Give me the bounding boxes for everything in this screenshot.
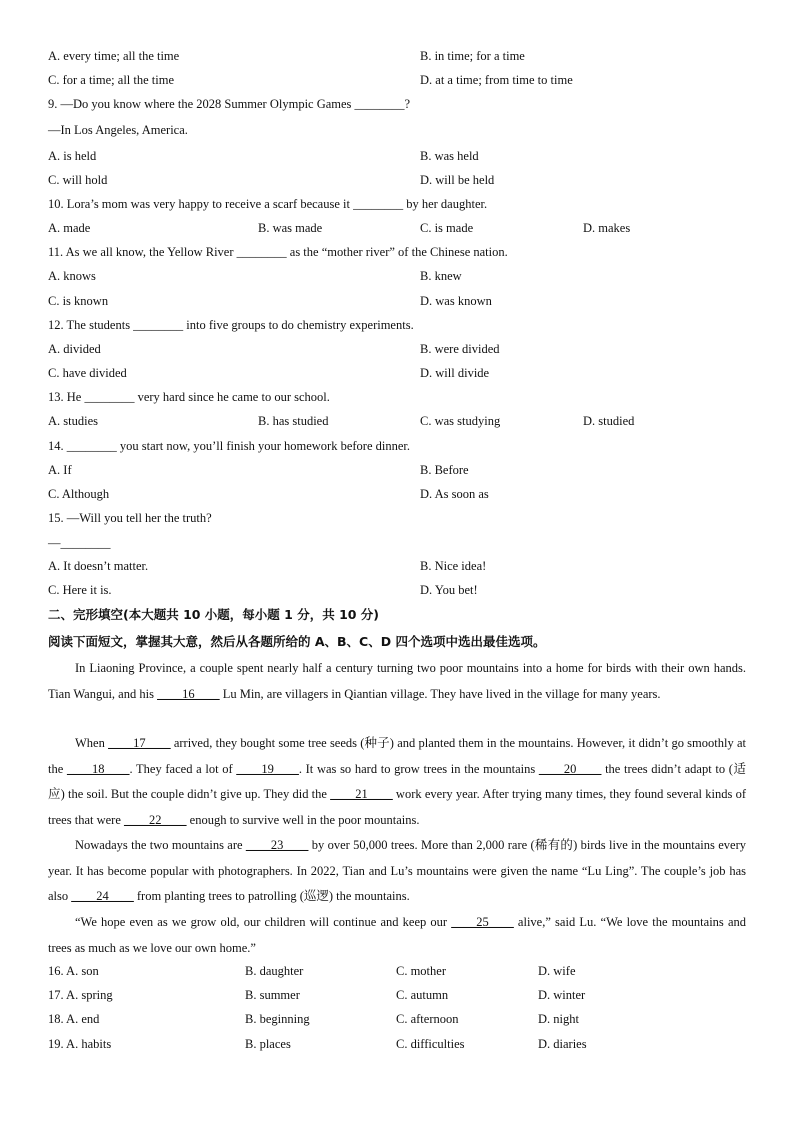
q14-option-c: C. Although [48,487,110,501]
option-19-a: 19. A. habits [48,1037,112,1051]
q14-row2 [48,486,489,502]
q14-option-d: D. As soon as [420,487,489,501]
q15-stem: 15. —Will you tell her the truth? [48,511,212,525]
q12-option-b: B. were divided [420,342,500,356]
q12-row2 [48,365,490,381]
option-18-a: 18. A. end [48,1012,100,1026]
q12-option-c: C. have divided [48,366,127,380]
option-16-b: B. daughter [245,964,304,978]
option-18-c: C. afternoon [396,1012,459,1026]
blank-17: ____17____ [108,736,171,750]
q12-option-a: A. divided [48,342,101,356]
q8-option-b: B. in time; for a time [420,49,525,63]
options-16 [48,963,576,979]
q9-option-a: A. is held [48,149,97,163]
passage-paragraph-1: In Liaoning Province, a couple spent nearly half a century turning two poor mountains into a home for birds with their own hands. Tian Wangui, and his ____16____ Lu Min, are villagers in Qiantian village. They have lived in the village for many years. [48,661,746,701]
q10-option-c: C. is made [420,221,474,235]
q14-option-b: B. Before [420,463,469,477]
q8-option-d: D. at a time; from time to time [420,73,573,87]
q14-stem: 14. ________ you start now, you’ll finish your homework before dinner. [48,439,410,453]
q11-option-a: A. knows [48,269,96,283]
option-19-d: D. diaries [538,1037,587,1051]
q9-row1 [48,148,479,164]
q9-option-c: C. will hold [48,173,108,187]
option-16-a: 16. A. son [48,964,99,978]
options-17 [48,987,586,1003]
blank-22: ____22____ [124,812,187,827]
q14-row1 [48,462,469,478]
q13-option-d: D. studied [583,414,635,428]
q15-option-c: C. Here it is. [48,583,112,597]
q9-stem: 9. —Do you know where the 2028 Summer Olympic Games ________? [48,97,411,111]
blank-25: ____25____ [451,915,514,929]
passage-paragraph-3: Nowadays the two mountains are ____23____ by over 50,000 trees. More than 2,000 rare (稀有的) birds live in the mountains every year. It has become popular with photographers. In 2022, Tian and Lu’s mountains were given the name “Lu Ling”. The couple’s job has also ____24____ from planting trees to patrolling (巡逻) the mountains. [48,838,746,903]
q10-option-a: A. made [48,221,91,235]
section-title: 二、完形填空(本大题共 10 小题，每小题 1 分，共 10 分) [48,607,380,622]
q15-answer: —________ [48,536,111,550]
q10-option-d: D. makes [583,221,631,235]
blank-23: ____23____ [245,838,309,852]
option-17-c: C. autumn [396,988,449,1002]
blank-18: ____18____ [66,761,130,776]
q9-option-d: D. will be held [420,173,495,187]
q13-stem: 13. He ________ very hard since he came to our school. [48,390,330,404]
q15-row1 [48,558,487,574]
q9-option-b: B. was held [420,149,479,163]
option-17-b: B. summer [245,988,300,1002]
q8-row1 [48,48,525,64]
q10-stem: 10. Lora’s mom was very happy to receive a scarf because it ________ by her daughter. [48,197,488,211]
option-19-b: B. places [245,1037,291,1051]
option-16-c: C. mother [396,964,446,978]
q13-option-b: B. has studied [258,414,329,428]
blank-21: ____21____ [330,787,393,801]
option-18-d: D. night [538,1012,579,1026]
q13-option-c: C. was studying [420,414,501,428]
q13-option-a: A. studies [48,414,98,428]
blank-16: ____16____ [157,686,220,701]
option-19-c: C. difficulties [396,1037,465,1051]
options-19 [48,1036,587,1052]
blank-24: ____24____ [71,889,134,903]
q14-option-a: A. If [48,463,72,477]
q11-option-b: B. knew [420,269,462,283]
q10-options [48,220,631,236]
q12-option-d: D. will divide [420,366,490,380]
q11-option-c: C. is known [48,294,109,308]
option-17-d: D. winter [538,988,586,1002]
blank-19: ____19____ [236,761,299,776]
passage-paragraph-4: “We hope even as we grow old, our children will continue and keep our ____25____ alive,” said Lu. “We love the mountains and trees as much as we love our own home.” [48,915,746,955]
q10-option-b: B. was made [258,221,323,235]
q12-row1 [48,341,500,357]
q15-option-a: A. It doesn’t matter. [48,559,149,573]
q15-option-d: D. You bet! [420,583,478,597]
q12-stem: 12. The students ________ into five groups to do chemistry experiments. [48,318,414,332]
passage-paragraph-2: When ____17____ arrived, they bought some tree seeds (种子) and planted them in the mountains. However, it didn’t go smoothly at the ____18____. They faced a lot of ____19____. It was so hard to grow trees in the mountains ____20____ the trees didn’t adapt to (适应) the soil. But the couple didn’t give up. They did the ____21____ work every year. After trying many times, they found several kinds of trees that were ____22____ enough to survive well in the poor mountains. [48,736,746,827]
section-instruction: 阅读下面短文，掌握其大意，然后从各题所给的 A、B、C、D 四个选项中选出最佳选项。 [48,634,546,649]
q11-row1 [48,268,462,284]
q11-stem: 11. As we all know, the Yellow River ________ as the “mother river” of the Chinese nation. [48,245,508,259]
q9-answer: —In Los Angeles, America. [48,123,188,137]
options-18 [48,1011,579,1027]
q15-option-b: B. Nice idea! [420,559,487,573]
blank-20: ____20____ [538,761,602,776]
q8-option-a: A. every time; all the time [48,49,180,63]
q8-row2 [48,72,573,88]
option-16-d: D. wife [538,964,576,978]
q11-option-d: D. was known [420,294,492,308]
q9-row2 [48,172,495,188]
q15-row2 [48,582,478,598]
option-18-b: B. beginning [245,1012,310,1026]
q11-row2 [48,293,492,309]
option-17-a: 17. A. spring [48,988,113,1002]
q8-option-c: C. for a time; all the time [48,73,175,87]
q13-options [48,413,635,429]
